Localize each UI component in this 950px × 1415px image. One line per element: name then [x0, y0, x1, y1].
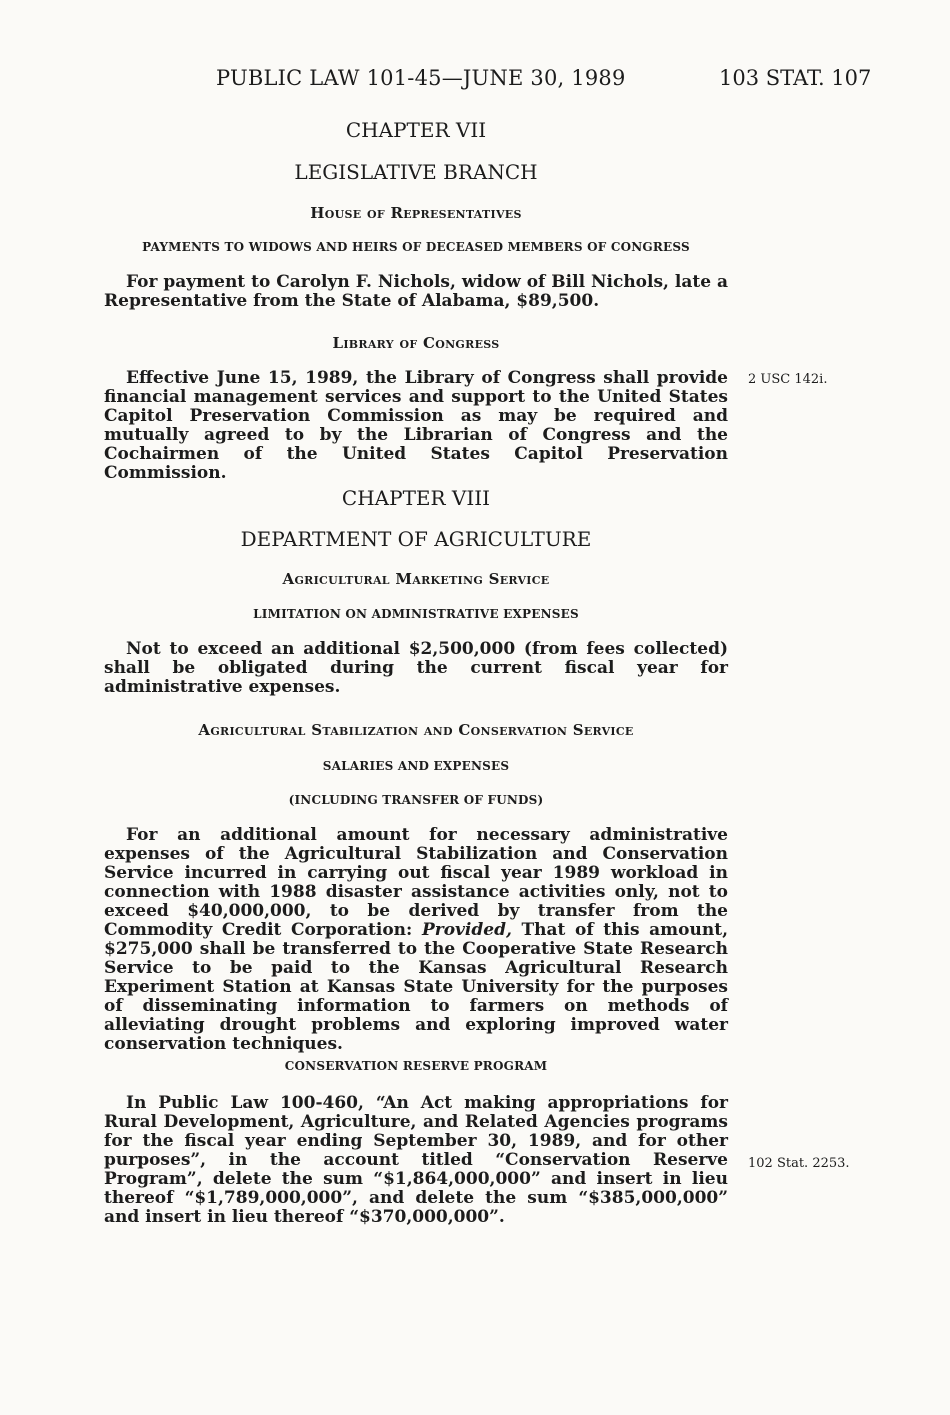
limitation-paragraph — [104, 640, 728, 697]
crp-margin-note: 102 Stat. 2253. — [748, 1156, 850, 1171]
ams-heading: Agricultural Marketing Service — [282, 570, 550, 588]
agriculture-heading: DEPARTMENT OF AGRICULTURE — [240, 527, 592, 551]
library-text: Effective June 15, 1989, the Library of Congress shall provide financial management services and support to the United States Capitol Preservation Commission as may be required and mutually agreed to by the Librarian of Congress and the Cochairmen of the United States Capitol Preservation Commission. — [104, 368, 728, 483]
chapter-8-heading: CHAPTER VIII — [341, 486, 491, 510]
library-margin-note: 2 USC 142i. — [748, 372, 828, 387]
crp-paragraph — [104, 1094, 728, 1227]
legislative-branch-heading: LEGISLATIVE BRANCH — [294, 160, 538, 184]
salaries-paragraph — [104, 826, 728, 1054]
page-header-stat: 103 STAT. 107 — [719, 66, 872, 90]
payments-heading: PAYMENTS TO WIDOWS AND HEIRS OF DECEASED MEMBERS OF CONGRESS — [142, 240, 690, 254]
crp-heading: CONSERVATION RESERVE PROGRAM — [284, 1059, 548, 1073]
limitation-text: Not to exceed an additional $2,500,000 (from fees collected) shall be obligated during the current fiscal year for administrative expenses. — [104, 639, 728, 697]
crp-text: In Public Law 100-460, “An Act making appropriations for Rural Development, Agriculture, and Related Agencies programs for the fiscal year ending September 30, 1989, and for other purposes”, in the account titled “Conservation Reserve Program”, delete the sum “$1,864,000,000” and insert in lieu thereof “$1,789,000,000”, and delete the sum “$385,000,000” and insert in lieu thereof “$370,000,000”. — [104, 1093, 728, 1227]
house-heading: House of Representatives — [310, 204, 522, 222]
salaries-text-b: That of this amount, $275,000 shall be transferred to the Cooperative State Research Service to be paid to the Kansas Agricultural Research Experiment Station at Kansas State University for the purposes of disseminating information to farmers on methods of alleviating drought problems and exploring improved water conservation techniques. — [104, 920, 728, 1054]
chapter-7-heading: CHAPTER VII — [345, 118, 487, 142]
library-paragraph — [104, 369, 728, 483]
salaries-text-provided: Provided, — [421, 920, 512, 940]
salaries-text — [104, 826, 728, 1054]
transfer-heading: (INCLUDING TRANSFER OF FUNDS) — [288, 793, 544, 807]
payments-text: For payment to Carolyn F. Nichols, widow of Bill Nichols, late a Representative from the State of Alabama, $89,500. — [104, 272, 728, 311]
salaries-text-a: For an additional amount for necessary administrative expenses of the Agricultural Stabilization and Conservation Service incurred in carrying out fiscal year 1989 workload in connection with 1988 disaster assistance activities only, not to exceed $40,000,000, to be derived by transfer from the Commodity Credit Corporation: — [104, 825, 728, 940]
payments-paragraph — [104, 273, 728, 311]
salaries-heading: SALARIES AND EXPENSES — [322, 759, 510, 773]
ascs-heading: Agricultural Stabilization and Conservation Service — [198, 721, 634, 739]
library-heading: Library of Congress — [332, 334, 500, 352]
page-header-title: PUBLIC LAW 101-45—JUNE 30, 1989 — [216, 66, 626, 90]
limitation-heading: LIMITATION ON ADMINISTRATIVE EXPENSES — [253, 607, 579, 621]
